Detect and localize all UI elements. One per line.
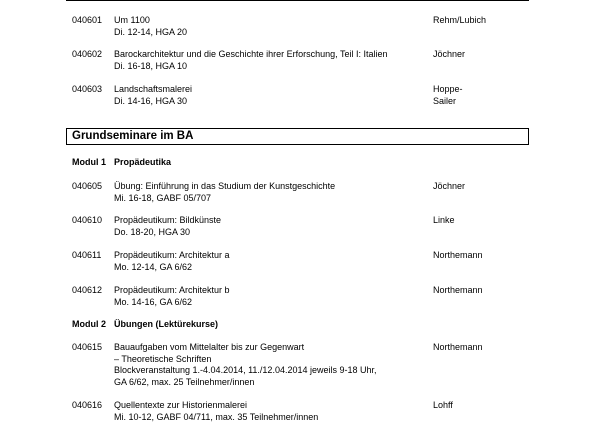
course-lecturer: Linke: [433, 215, 455, 225]
module-title: Propädeutika: [114, 157, 172, 167]
previous-section-box: [66, 0, 529, 1]
course-code: 040616: [72, 400, 103, 410]
module-label: Modul 1: [72, 157, 106, 167]
section-heading: Grundseminare im BA: [66, 128, 529, 145]
course-schedule: Di. 16-18, HGA 10: [114, 60, 188, 71]
course-lecturer: Hoppe-Sailer: [433, 84, 463, 106]
course-lecturer: Jöchner: [433, 181, 466, 191]
course-info: [114, 49, 426, 72]
course-schedule: Di. 12-14, HGA 20: [114, 26, 188, 37]
course-title: Propädeutikum: Bildkünste: [114, 215, 222, 225]
course-info: [114, 250, 426, 273]
course-title: Barockarchitektur und die Geschichte ihrer Erforschung, Teil I: Italien: [114, 49, 388, 59]
course-title: Quellentexte zur Historienmalerei: [114, 400, 248, 410]
module-title: Übungen (Lektürekurse): [114, 319, 219, 329]
module-heading: [72, 157, 172, 169]
course-schedule: Di. 14-16, HGA 30: [114, 95, 188, 106]
course-title: Propädeutikum: Architektur a: [114, 250, 230, 260]
course-code: 040611: [72, 250, 102, 260]
course-info: [114, 285, 426, 308]
course-schedule: Mi. 16-18, GABF 05/707: [114, 192, 212, 203]
course-schedule: Mi. 10-12, GABF 04/711, max. 35 Teilnehmer/innen: [114, 411, 319, 422]
course-lecturer: Northemann: [433, 250, 483, 260]
course-title: Propädeutikum: Architektur b: [114, 285, 230, 295]
course-lecturer: Jöchner: [433, 49, 466, 59]
course-schedule: Blockveranstaltung 1.-4.04.2014, 11./12.04.2014 jeweils 9-18 Uhr,: [114, 365, 377, 375]
course-info: [114, 342, 426, 388]
course-info: [114, 400, 426, 423]
course-info: [114, 15, 426, 38]
course-code: 040602: [72, 49, 103, 59]
course-code: 040612: [72, 285, 103, 295]
course-title: Bauaufgaben vom Mittelalter bis zur Gegenwart: [114, 342, 305, 352]
course-schedule: Do. 18-20, HGA 30: [114, 226, 191, 237]
course-info: [114, 215, 426, 238]
course-info: [114, 84, 426, 107]
course-subtitle: – Theoretische Schriften: [114, 353, 212, 364]
course-code: 040615: [72, 342, 103, 352]
course-info: [114, 181, 426, 204]
module-heading: [72, 319, 219, 331]
module-label: Modul 2: [72, 319, 106, 329]
course-title: Übung: Einführung in das Studium der Kunstgeschichte: [114, 181, 336, 191]
course-schedule: Mo. 12-14, GA 6/62: [114, 261, 193, 272]
course-lecturer: Northemann: [433, 285, 483, 295]
course-code: 040610: [72, 215, 103, 225]
course-room: GA 6/62, max. 25 Teilnehmer/innen: [114, 376, 255, 387]
course-code: 040605: [72, 181, 103, 191]
course-title: Landschaftsmalerei: [114, 84, 193, 94]
course-code: 040601: [72, 15, 103, 25]
course-lecturer: Northemann: [433, 342, 483, 352]
course-lecturer: Rehm/Lubich: [433, 15, 487, 25]
course-title: Um 1100: [114, 15, 150, 25]
course-lecturer: Lohff: [433, 400, 453, 410]
course-schedule: Mo. 14-16, GA 6/62: [114, 296, 193, 307]
course-code: 040603: [72, 84, 103, 94]
